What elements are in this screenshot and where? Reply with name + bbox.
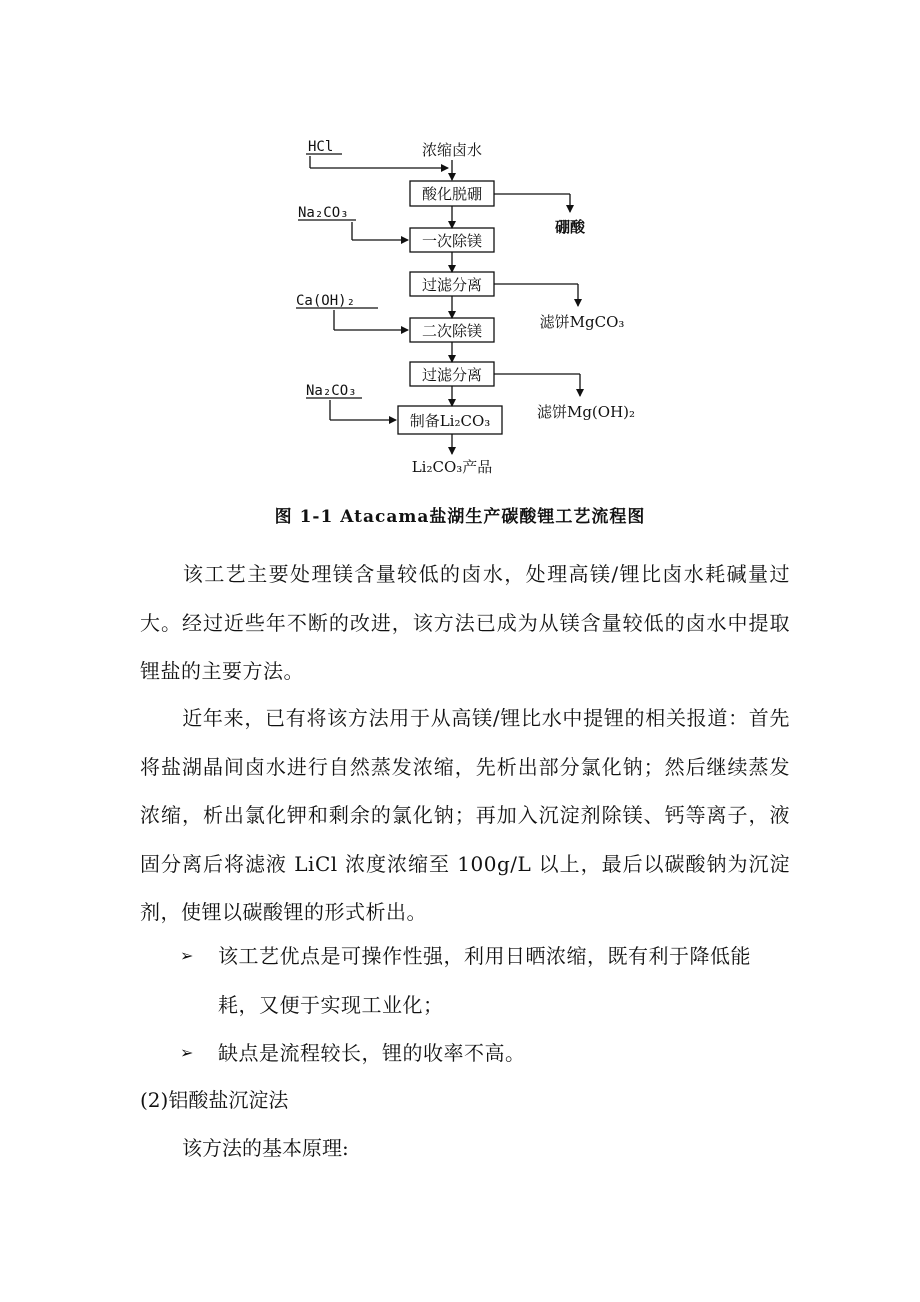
input-caoh2: Ca(OH)₂ [296, 293, 356, 309]
input-na2co3-2: Na₂CO₃ [306, 383, 357, 399]
node-step2: 一次除镁 [421, 232, 483, 250]
output-cake-mgco3: 滤饼MgCO₃ [539, 313, 625, 331]
input-na2co3-1: Na₂CO₃ [298, 205, 349, 221]
figure-caption: 图 1-1 Atacama盐湖生产碳酸锂工艺流程图 [274, 507, 646, 527]
bullet-text: 该工艺优点是可操作性强，利用日晒浓缩，既有利于降低能耗，又便于实现工业化； [218, 944, 751, 1017]
node-step4: 二次除镁 [421, 322, 483, 340]
node-step5: 过滤分离 [421, 366, 483, 384]
output-cake-mgoh2: 滤饼Mg(OH)₂ [536, 403, 636, 421]
paragraph-1-text: 该工艺主要处理镁含量较低的卤水，处理高镁/锂比卤水耗碱量过大。经过近些年不断的改进，该方法已成为从镁含量较低的卤水中提取锂盐的主要方法。 [140, 562, 790, 683]
node-step3: 过滤分离 [421, 276, 483, 294]
section-intro: 该方法的基本原理: [182, 1136, 349, 1160]
input-hcl: HCl [308, 139, 334, 155]
paragraph-1 [140, 550, 790, 696]
output-boric-acid: 硼酸 [554, 218, 586, 236]
node-brine: 浓缩卤水 [421, 141, 483, 159]
paragraph-2-text: 近年来，已有将该方法用于从高镁/锂比水中提锂的相关报道：首先将盐湖晶间卤水进行自然蒸发浓缩，先析出部分氯化钠；然后继续蒸发浓缩，析出氯化钾和剩余的氯化钠；再加入沉淀剂除镁、钙等离子，液固分离后将滤液 LiCl 浓度浓缩至 100g/L 以上，最后以碳酸钠为沉淀剂，使锂以碳酸锂的形式析出。 [140, 706, 790, 924]
process-flowchart [280, 128, 660, 493]
bullet-item [180, 1029, 790, 1078]
arrow-bullet-icon: ➢ [180, 946, 194, 965]
node-step6: 制备Li₂CO₃ [409, 412, 491, 430]
paragraph-2 [140, 694, 790, 937]
arrow-bullet-icon: ➢ [180, 1043, 194, 1062]
node-step1: 酸化脱硼 [421, 185, 483, 203]
node-product: Li₂CO₃产品 [411, 458, 493, 476]
section-heading: (2)铝酸盐沉淀法 [140, 1088, 289, 1112]
bullet-text: 缺点是流程较长，锂的收率不高。 [218, 1041, 526, 1065]
bullet-item [180, 932, 790, 1029]
